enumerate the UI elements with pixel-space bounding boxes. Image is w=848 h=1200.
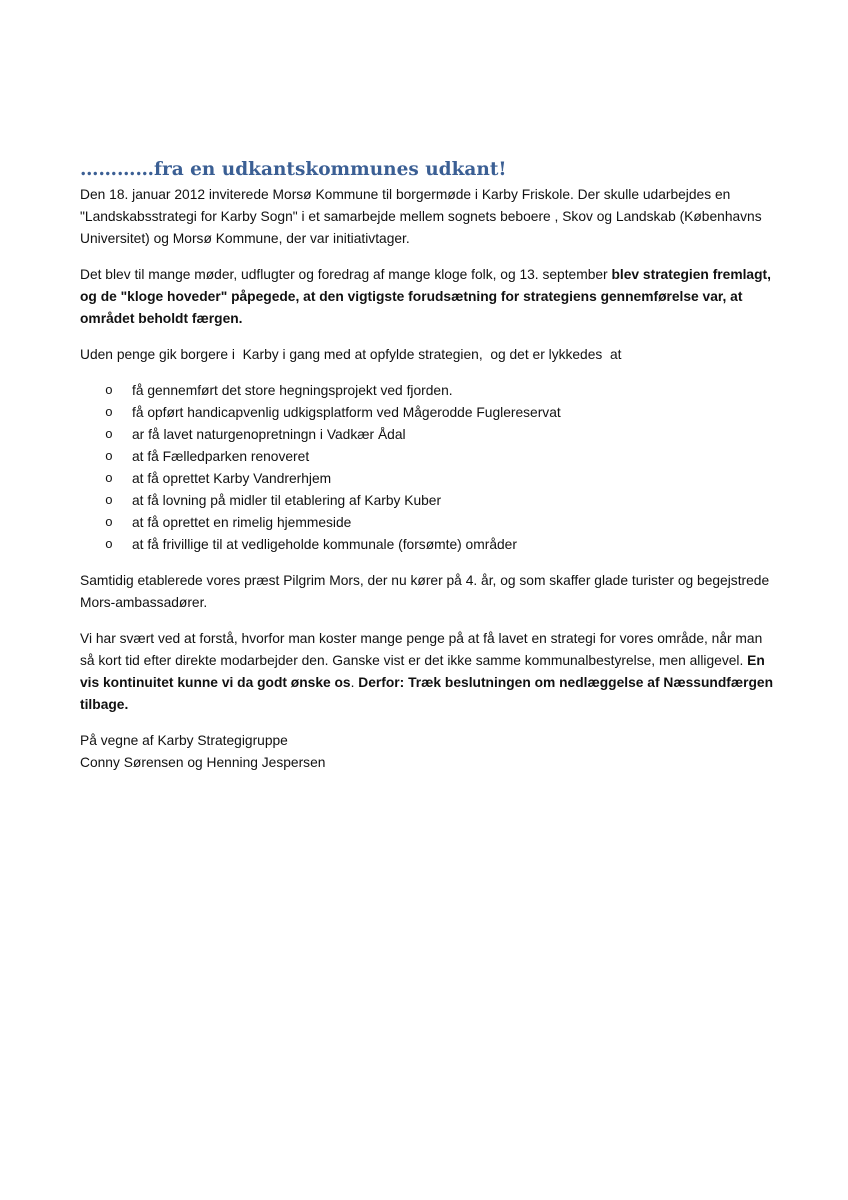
strategy-bold-text: blev strategien fremlagt, og de "kloge hoveder" påpegede, at den vigtigste forudsætning for strategiens gennemførelse var, at området beholdt færgen. xyxy=(80,267,771,326)
list-item-text: at få oprettet en rimelig hjemmeside xyxy=(132,515,352,530)
intro-paragraph: Den 18. januar 2012 inviterede Morsø Kommune til borgermøde i Karby Friskole. Der skulle udarbejdes en "Landskabsstrategi for Karby Sogn" i et samarbejde mellem sognets beboere , Skov og Landskab (Københavns Universitet) og Morsø Kommune, der var initiativtager. xyxy=(80,187,762,246)
bullet-marker: o xyxy=(105,449,113,464)
list-item xyxy=(80,512,780,534)
pilgrim-paragraph: Samtidig etablerede vores præst Pilgrim Mors, der nu kører på 4. år, og som skaffer glade turister og begejstrede Mors-ambassadører. xyxy=(80,573,770,610)
achievements-list xyxy=(80,380,780,556)
bullet-marker: o xyxy=(105,493,113,508)
conclusion-text: Vi har svært ved at forstå, hvorfor man koster mange penge på at få lavet en strategi for vores område, når man så kort tid efter direkte modarbejder den. Ganske vist er det ikke samme kommunalbestyrelse, men alligevel. xyxy=(80,631,763,668)
list-item xyxy=(80,424,780,446)
list-item-text: at få frivillige til at vedligeholde kommunale (forsømte) områder xyxy=(132,537,517,552)
bullet-marker: o xyxy=(105,471,113,486)
list-item-text: ar få lavet naturgenopretningn i Vadkær Ådal xyxy=(132,427,406,442)
list-item xyxy=(80,468,780,490)
signature-line-2: Conny Sørensen og Henning Jespersen xyxy=(80,755,326,770)
list-item xyxy=(80,490,780,512)
bullet-marker: o xyxy=(105,383,113,398)
list-item-text: få gennemført det store hegningsprojekt ved fjorden. xyxy=(132,383,453,398)
conclusion-paragraph xyxy=(80,628,780,716)
list-item-text: få opført handicapvenlig udkigsplatform ved Mågerodde Fuglereservat xyxy=(132,405,561,420)
list-item xyxy=(80,446,780,468)
bullet-marker: o xyxy=(105,405,113,420)
conclusion-bold-text-2: Derfor: Træk beslutningen om nedlæggelse af Næssundfærgen tilbage. xyxy=(80,675,774,712)
strategy-paragraph xyxy=(80,264,780,330)
list-item xyxy=(80,402,780,424)
bullet-marker: o xyxy=(105,427,113,442)
list-item xyxy=(80,380,780,402)
strategy-text: Det blev til mange møder, udflugter og foredrag af mange kloge folk, og 13. september xyxy=(80,267,612,282)
bullet-marker: o xyxy=(105,537,113,552)
document-page xyxy=(80,158,780,774)
bullet-marker: o xyxy=(105,515,113,530)
list-item-text: at få oprettet Karby Vandrerhjem xyxy=(132,471,332,486)
document-title: …………fra en udkantskommunes udkant! xyxy=(80,159,507,180)
list-item-text: at få Fælledparken renoveret xyxy=(132,449,310,464)
list-item-text: at få lovning på midler til etablering af Karby Kuber xyxy=(132,493,442,508)
signature-line-1: På vegne af Karby Strategigruppe xyxy=(80,733,288,748)
conclusion-bold-text-1: En vis kontinuitet kunne vi da godt ønske os xyxy=(80,653,765,690)
progress-paragraph: Uden penge gik borgere i Karby i gang med at opfylde strategien, og det er lykkedes at xyxy=(80,347,622,362)
list-item xyxy=(80,534,780,556)
conclusion-separator: . xyxy=(350,675,359,690)
